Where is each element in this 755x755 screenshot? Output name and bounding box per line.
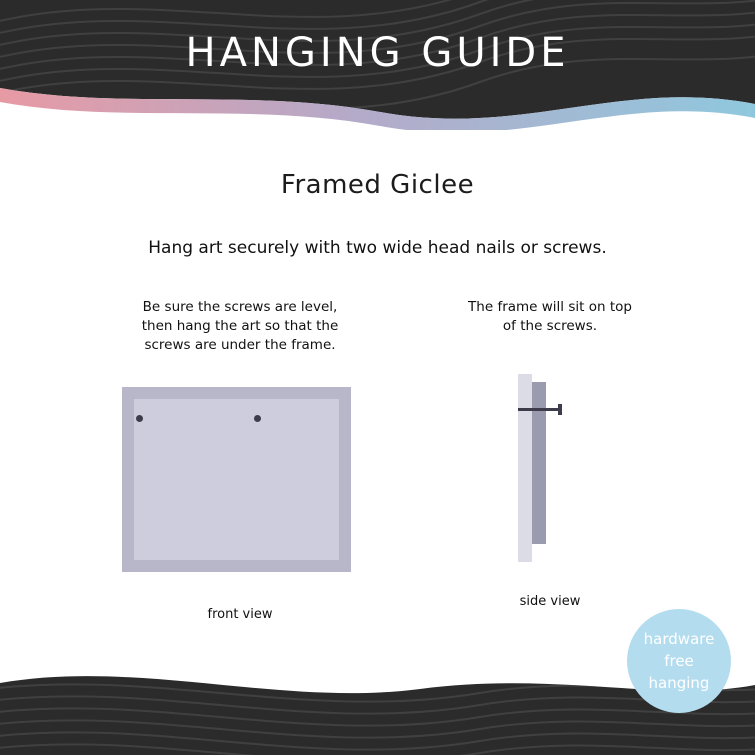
front-view-caption-line-2: then hang the art so that the (141, 318, 339, 334)
frame-artwork-area (134, 399, 339, 560)
badge-line-3: hanging (648, 674, 710, 692)
product-title: Framed Giclee (280, 170, 475, 200)
wall-strip (518, 374, 532, 562)
screw-dot-right-icon (254, 415, 261, 422)
screw-head-icon (558, 404, 562, 415)
screw-dot-left-icon (136, 415, 143, 422)
side-view-caption-line-1: The frame will sit on top (468, 299, 632, 315)
screw-shaft-icon (518, 408, 562, 411)
front-view-caption (80, 298, 400, 355)
side-view-label: side view (519, 594, 581, 609)
front-view-caption-line-3: screws are under the frame. (144, 337, 336, 353)
top-banner (0, 0, 755, 130)
badge-line-1: hardware (643, 630, 715, 648)
main-content (0, 140, 755, 678)
side-view-diagram (410, 374, 690, 574)
frame-side-profile (532, 382, 546, 544)
side-view-caption-line-2: of the screws. (502, 318, 598, 334)
side-view-caption (410, 298, 690, 336)
instruction-subtitle: Hang art securely with two wide head nails or screws. (148, 238, 607, 258)
front-view-column (80, 298, 400, 622)
frame-outer-border (122, 387, 351, 572)
hardware-free-badge (627, 609, 731, 713)
page-title: HANGING GUIDE (185, 30, 570, 76)
side-view-column (410, 298, 690, 609)
badge-line-2: free (664, 652, 694, 670)
front-view-label: front view (207, 607, 273, 622)
front-view-caption-line-1: Be sure the screws are level, (142, 299, 338, 315)
diagram-columns (0, 298, 755, 678)
front-view-diagram (80, 387, 400, 587)
